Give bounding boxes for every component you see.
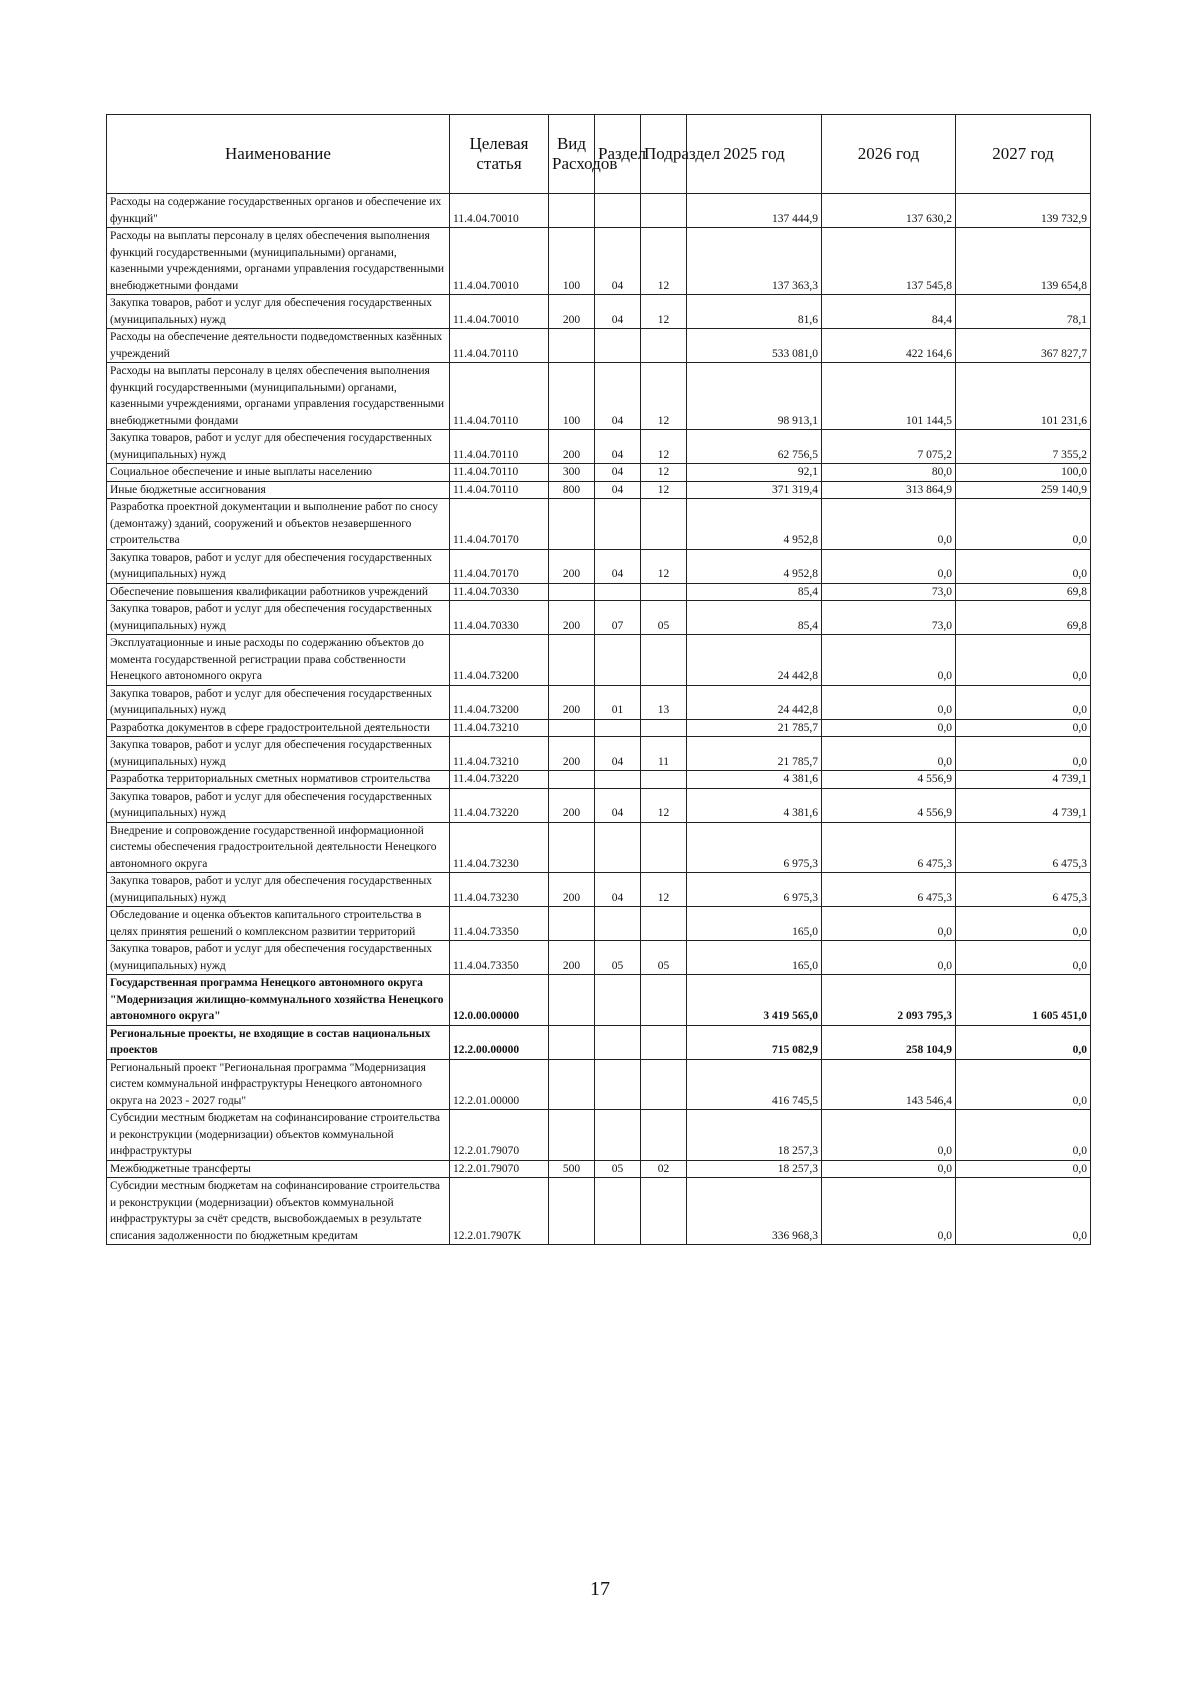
table-row [107,907,1091,941]
table-row [107,295,1091,329]
row-value-2025: 62 756,5 [687,430,822,464]
row-value-2027: 0,0 [956,685,1091,719]
table-row [107,822,1091,873]
row-podrazdel: 05 [641,601,687,635]
table-body [107,194,1091,1245]
row-value-2025: 137 363,3 [687,228,822,295]
row-value-2026: 0,0 [822,1160,956,1178]
row-name: Расходы на выплаты персоналу в целях обеспечения выполнения функций государственными (муниципальными) органами, казенными учреждениями, органами управления государственными внебюджетными фондами [107,228,450,295]
row-value-2025: 4 952,8 [687,549,822,583]
row-value-2025: 24 442,8 [687,635,822,686]
table-row [107,430,1091,464]
row-name: Закупка товаров, работ и услуг для обеспечения государственных (муниципальных) нужд [107,430,450,464]
row-name: Расходы на выплаты персоналу в целях обеспечения выполнения функций государственными (муниципальными) органами, казенными учреждениями, органами управления государственными внебюджетными фондами [107,363,450,430]
row-value-2027: 259 140,9 [956,481,1091,499]
row-name: Закупка товаров, работ и услуг для обеспечения государственных (муниципальных) нужд [107,601,450,635]
row-vid: 300 [549,464,595,482]
row-name: Закупка товаров, работ и услуг для обеспечения государственных (муниципальных) нужд [107,788,450,822]
row-vid [549,1110,595,1161]
row-value-2027: 0,0 [956,1110,1091,1161]
table-row [107,464,1091,482]
row-vid: 200 [549,788,595,822]
row-value-2026: 143 546,4 [822,1059,956,1110]
row-code: 11.4.04.70330 [450,583,549,601]
row-code: 11.4.04.73220 [450,788,549,822]
row-vid [549,583,595,601]
row-vid: 100 [549,228,595,295]
row-code: 12.2.01.7907К [450,1178,549,1245]
row-code: 11.4.04.70170 [450,499,549,550]
row-razdel: 04 [595,549,641,583]
row-value-2027: 139 654,8 [956,228,1091,295]
row-razdel [595,194,641,228]
row-razdel [595,329,641,363]
table-row [107,499,1091,550]
table-row [107,941,1091,975]
row-value-2027: 0,0 [956,1178,1091,1245]
row-podrazdel [641,635,687,686]
row-code: 12.2.00.00000 [450,1025,549,1059]
row-value-2025: 81,6 [687,295,822,329]
row-value-2027: 0,0 [956,941,1091,975]
table-row [107,1110,1091,1161]
table-row [107,601,1091,635]
row-value-2026: 73,0 [822,601,956,635]
row-vid [549,907,595,941]
row-code: 12.0.00.00000 [450,975,549,1026]
row-value-2025: 18 257,3 [687,1160,822,1178]
row-razdel [595,1110,641,1161]
row-podrazdel: 12 [641,549,687,583]
table-row [107,329,1091,363]
row-podrazdel [641,329,687,363]
row-value-2027: 367 827,7 [956,329,1091,363]
row-podrazdel: 05 [641,941,687,975]
table-row [107,873,1091,907]
row-value-2025: 137 444,9 [687,194,822,228]
row-code: 11.4.04.70330 [450,601,549,635]
row-code: 11.4.04.70110 [450,464,549,482]
row-value-2026: 2 093 795,3 [822,975,956,1026]
row-razdel [595,1025,641,1059]
table-row [107,737,1091,771]
row-value-2025: 98 913,1 [687,363,822,430]
row-name: Региональный проект "Региональная программа "Модернизация систем коммунальной инфраструктуры Ненецкого автономного округа на 2023 - 2027 годы" [107,1059,450,1110]
row-vid: 200 [549,737,595,771]
header-article: Целевая статья [450,115,549,194]
row-vid [549,1178,595,1245]
row-razdel: 04 [595,464,641,482]
row-value-2026: 0,0 [822,1110,956,1161]
row-value-2027: 7 355,2 [956,430,1091,464]
row-podrazdel: 12 [641,430,687,464]
row-razdel: 04 [595,788,641,822]
row-vid [549,822,595,873]
row-value-2025: 6 975,3 [687,873,822,907]
row-razdel [595,499,641,550]
row-value-2026: 0,0 [822,719,956,737]
row-code: 11.4.04.70010 [450,295,549,329]
table-row [107,1025,1091,1059]
row-value-2027: 0,0 [956,549,1091,583]
row-value-2026: 73,0 [822,583,956,601]
row-razdel: 07 [595,601,641,635]
row-value-2025: 416 745,5 [687,1059,822,1110]
row-value-2026: 80,0 [822,464,956,482]
row-value-2027: 0,0 [956,499,1091,550]
table-row [107,583,1091,601]
row-vid [549,194,595,228]
row-vid: 500 [549,1160,595,1178]
row-podrazdel: 12 [641,228,687,295]
row-vid: 200 [549,873,595,907]
row-value-2025: 6 975,3 [687,822,822,873]
row-value-2027: 1 605 451,0 [956,975,1091,1026]
table-row [107,363,1091,430]
row-podrazdel [641,1178,687,1245]
row-vid: 200 [549,601,595,635]
row-razdel: 01 [595,685,641,719]
row-razdel: 05 [595,1160,641,1178]
row-name: Разработка документов в сфере градостроительной деятельности [107,719,450,737]
row-razdel: 04 [595,873,641,907]
row-podrazdel [641,1059,687,1110]
row-podrazdel: 02 [641,1160,687,1178]
row-value-2026: 6 475,3 [822,822,956,873]
row-podrazdel: 12 [641,788,687,822]
row-podrazdel: 11 [641,737,687,771]
header-2026: 2026 год [822,115,956,194]
table-row [107,481,1091,499]
row-value-2025: 336 968,3 [687,1178,822,1245]
row-razdel [595,1059,641,1110]
row-name: Расходы на обеспечение деятельности подведомственных казённых учреждений [107,329,450,363]
budget-table [106,114,1091,1245]
table-row [107,228,1091,295]
row-razdel [595,771,641,789]
row-value-2027: 139 732,9 [956,194,1091,228]
row-value-2025: 3 419 565,0 [687,975,822,1026]
row-razdel: 04 [595,481,641,499]
table-row [107,685,1091,719]
row-name: Закупка товаров, работ и услуг для обеспечения государственных (муниципальных) нужд [107,295,450,329]
row-value-2025: 533 081,0 [687,329,822,363]
table-row [107,1160,1091,1178]
row-name: Субсидии местным бюджетам на софинансирование строительства и реконструкции (модернизации) объектов коммунальной инфраструктуры [107,1110,450,1161]
row-value-2025: 4 381,6 [687,788,822,822]
row-razdel: 04 [595,363,641,430]
row-razdel [595,583,641,601]
row-vid [549,1059,595,1110]
row-razdel: 04 [595,737,641,771]
row-code: 11.4.04.70010 [450,228,549,295]
row-vid: 200 [549,685,595,719]
header-vid: Вид Расходов [549,115,595,194]
row-vid [549,1025,595,1059]
row-code: 11.4.04.73350 [450,941,549,975]
row-vid [549,499,595,550]
row-podrazdel: 12 [641,464,687,482]
row-podrazdel [641,583,687,601]
row-name: Государственная программа Ненецкого автономного округа "Модернизация жилищно-коммунального хозяйства Ненецкого автономного округа" [107,975,450,1026]
row-podrazdel [641,822,687,873]
row-value-2025: 165,0 [687,907,822,941]
row-podrazdel [641,1025,687,1059]
row-vid: 100 [549,363,595,430]
row-value-2027: 0,0 [956,635,1091,686]
table-row [107,719,1091,737]
row-value-2026: 4 556,9 [822,771,956,789]
row-podrazdel: 12 [641,481,687,499]
row-code: 11.4.04.73220 [450,771,549,789]
row-name: Социальное обеспечение и иные выплаты населению [107,464,450,482]
row-value-2026: 0,0 [822,635,956,686]
row-name: Региональные проекты, не входящие в состав национальных проектов [107,1025,450,1059]
row-value-2026: 0,0 [822,499,956,550]
row-podrazdel: 12 [641,873,687,907]
row-value-2027: 101 231,6 [956,363,1091,430]
row-code: 11.4.04.70110 [450,481,549,499]
row-razdel [595,975,641,1026]
row-razdel [595,1178,641,1245]
row-code: 11.4.04.73230 [450,822,549,873]
row-code: 11.4.04.70110 [450,430,549,464]
row-value-2027: 6 475,3 [956,873,1091,907]
row-name: Закупка товаров, работ и услуг для обеспечения государственных (муниципальных) нужд [107,941,450,975]
row-name: Разработка проектной документации и выполнение работ по сносу (демонтажу) зданий, сооружений и объектов незавершенного строительства [107,499,450,550]
row-value-2026: 4 556,9 [822,788,956,822]
row-value-2026: 101 144,5 [822,363,956,430]
row-razdel [595,635,641,686]
table-row [107,788,1091,822]
header-podrazdel: Подраздел [641,115,687,194]
row-value-2026: 137 630,2 [822,194,956,228]
table-row [107,975,1091,1026]
row-podrazdel: 13 [641,685,687,719]
row-code: 12.2.01.79070 [450,1160,549,1178]
row-value-2026: 258 104,9 [822,1025,956,1059]
row-value-2026: 313 864,9 [822,481,956,499]
row-value-2027: 0,0 [956,907,1091,941]
table-row [107,771,1091,789]
row-code: 12.2.01.00000 [450,1059,549,1110]
row-name: Закупка товаров, работ и услуг для обеспечения государственных (муниципальных) нужд [107,549,450,583]
row-name: Закупка товаров, работ и услуг для обеспечения государственных (муниципальных) нужд [107,873,450,907]
row-vid: 200 [549,295,595,329]
row-name: Субсидии местным бюджетам на софинансирование строительства и реконструкции (модернизации) объектов коммунальной инфраструктуры за счёт средств, высвобождаемых в результате списания задолженности по бюджетным кредитам [107,1178,450,1245]
row-code: 11.4.04.73200 [450,685,549,719]
row-razdel [595,719,641,737]
table-row [107,549,1091,583]
row-value-2025: 24 442,8 [687,685,822,719]
row-vid [549,975,595,1026]
row-vid [549,329,595,363]
row-vid [549,771,595,789]
row-name: Обследование и оценка объектов капитального строительства в целях принятия решений о комплексном развитии территорий [107,907,450,941]
row-value-2027: 69,8 [956,601,1091,635]
row-razdel: 04 [595,295,641,329]
row-code: 11.4.04.73350 [450,907,549,941]
row-value-2025: 165,0 [687,941,822,975]
row-value-2027: 6 475,3 [956,822,1091,873]
row-name: Разработка территориальных сметных нормативов строительства [107,771,450,789]
row-value-2026: 0,0 [822,941,956,975]
row-value-2026: 0,0 [822,549,956,583]
row-name: Межбюджетные трансферты [107,1160,450,1178]
row-podrazdel [641,499,687,550]
row-podrazdel: 12 [641,295,687,329]
table-header-row [107,115,1091,194]
row-razdel [595,907,641,941]
row-podrazdel [641,719,687,737]
row-code: 11.4.04.70110 [450,329,549,363]
row-value-2025: 715 082,9 [687,1025,822,1059]
row-value-2025: 4 381,6 [687,771,822,789]
row-value-2025: 4 952,8 [687,499,822,550]
row-razdel: 05 [595,941,641,975]
row-code: 11.4.04.73210 [450,719,549,737]
row-razdel: 04 [595,430,641,464]
row-value-2027: 4 739,1 [956,771,1091,789]
table-row [107,1178,1091,1245]
table-row [107,635,1091,686]
row-podrazdel [641,1110,687,1161]
row-razdel: 04 [595,228,641,295]
row-value-2025: 21 785,7 [687,719,822,737]
row-podrazdel: 12 [641,363,687,430]
row-value-2025: 85,4 [687,601,822,635]
row-vid: 200 [549,941,595,975]
row-value-2026: 7 075,2 [822,430,956,464]
row-code: 12.2.01.79070 [450,1110,549,1161]
row-value-2027: 0,0 [956,1025,1091,1059]
row-value-2025: 92,1 [687,464,822,482]
table-row [107,1059,1091,1110]
row-vid [549,719,595,737]
row-value-2026: 137 545,8 [822,228,956,295]
header-name: Наименование [107,115,450,194]
row-value-2027: 100,0 [956,464,1091,482]
row-value-2027: 78,1 [956,295,1091,329]
table-row [107,194,1091,228]
row-value-2026: 0,0 [822,685,956,719]
row-value-2026: 0,0 [822,907,956,941]
row-value-2025: 18 257,3 [687,1110,822,1161]
row-name: Эксплуатационные и иные расходы по содержанию объектов до момента государственной регистрации права собственности Ненецкого автономного округа [107,635,450,686]
row-value-2026: 422 164,6 [822,329,956,363]
page-number: 17 [590,1578,610,1600]
row-value-2026: 84,4 [822,295,956,329]
row-code: 11.4.04.73230 [450,873,549,907]
header-razdel: Раздел [595,115,641,194]
row-vid: 200 [549,430,595,464]
row-name: Иные бюджетные ассигнования [107,481,450,499]
row-name: Расходы на содержание государственных органов и обеспечение их функций" [107,194,450,228]
row-podrazdel [641,907,687,941]
row-value-2027: 4 739,1 [956,788,1091,822]
header-2027: 2027 год [956,115,1091,194]
row-value-2026: 0,0 [822,737,956,771]
row-podrazdel [641,194,687,228]
row-code: 11.4.04.70170 [450,549,549,583]
row-value-2027: 0,0 [956,1160,1091,1178]
row-podrazdel [641,771,687,789]
row-value-2027: 0,0 [956,737,1091,771]
row-razdel [595,822,641,873]
row-code: 11.4.04.73210 [450,737,549,771]
row-vid [549,635,595,686]
header-2025: 2025 год [687,115,822,194]
row-name: Обеспечение повышения квалификации работников учреждений [107,583,450,601]
row-value-2026: 6 475,3 [822,873,956,907]
row-value-2025: 371 319,4 [687,481,822,499]
row-value-2027: 0,0 [956,1059,1091,1110]
row-value-2025: 21 785,7 [687,737,822,771]
row-code: 11.4.04.73200 [450,635,549,686]
row-vid: 200 [549,549,595,583]
row-vid: 800 [549,481,595,499]
row-value-2026: 0,0 [822,1178,956,1245]
row-name: Закупка товаров, работ и услуг для обеспечения государственных (муниципальных) нужд [107,685,450,719]
row-value-2027: 0,0 [956,719,1091,737]
row-name: Закупка товаров, работ и услуг для обеспечения государственных (муниципальных) нужд [107,737,450,771]
row-code: 11.4.04.70010 [450,194,549,228]
row-name: Внедрение и сопровождение государственной информационной системы обеспечения градостроительной деятельности Ненецкого автономного округа [107,822,450,873]
row-podrazdel [641,975,687,1026]
row-code: 11.4.04.70110 [450,363,549,430]
row-value-2025: 85,4 [687,583,822,601]
row-value-2027: 69,8 [956,583,1091,601]
